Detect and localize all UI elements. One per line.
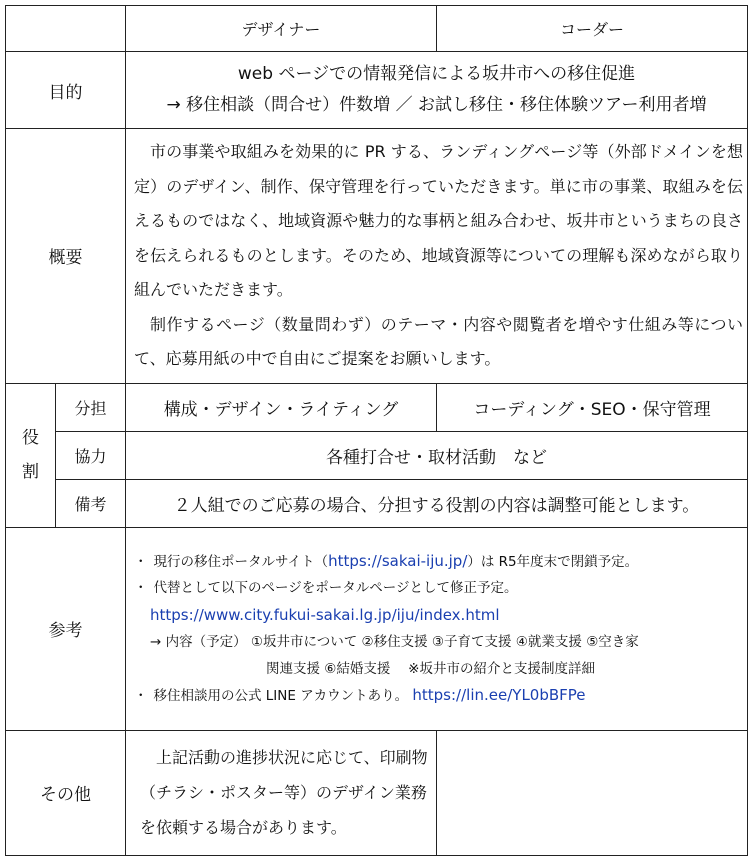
purpose-row bbox=[6, 52, 748, 129]
cooperation-text: 各種打合せ・取材活動 など bbox=[126, 431, 748, 479]
role-label-bottom: 割 bbox=[22, 462, 39, 482]
city-iju-link[interactable]: https://www.city.fukui-sakai.lg.jp/iju/index.html bbox=[150, 605, 500, 624]
other-designer-content bbox=[126, 730, 437, 855]
share-coder: コーディング・SEO・保守管理 bbox=[437, 383, 748, 431]
purpose-content bbox=[126, 52, 748, 129]
header-corner-cell bbox=[6, 6, 126, 52]
other-label: その他 bbox=[6, 730, 126, 855]
purpose-label: 目的 bbox=[6, 52, 126, 129]
reference-line-5: 関連支援 ⑥結婚支援 ※坂井市の紹介と支援制度詳細 bbox=[266, 660, 595, 677]
header-row bbox=[6, 6, 748, 52]
overview-content bbox=[126, 129, 748, 384]
portal-site-link[interactable]: https://sakai-iju.jp/ bbox=[328, 551, 468, 570]
overview-paragraph-1: 市の事業や取組みを効果的に PR する、ランディングページ等（外部ドメインを想定）のデザイン、制作、保守管理を行っていただきます。単に市の事業、取組みを伝えるものではなく、地域資源や魅力的な事柄と組み合わせ、坂井市というまちの良さを伝えられるものとします。そのため、地域資源等についての理解も深めながら取り組んでいただきます。 bbox=[134, 142, 743, 299]
bullet-mark: ・ bbox=[134, 553, 148, 570]
overview-label: 概要 bbox=[6, 129, 126, 384]
overview-paragraph-2: 制作するページ（数量問わず）のテーマ・内容や閲覧者を増やす仕組み等について、応募用紙の中で自由にご提案をお願いします。 bbox=[134, 314, 743, 368]
bullet-mark: ・ bbox=[134, 688, 148, 704]
share-label: 分担 bbox=[56, 383, 126, 431]
remarks-text: ２人組でのご応募の場合、分担する役割の内容は調整可能とします。 bbox=[126, 479, 748, 527]
purpose-line-1: web ページでの情報発信による坂井市への移住促進 bbox=[237, 64, 636, 84]
cooperation-label: 協力 bbox=[56, 431, 126, 479]
other-coder-content bbox=[437, 730, 748, 855]
reference-label: 参考 bbox=[6, 527, 126, 730]
reference-line-3 bbox=[134, 602, 743, 630]
recruitment-table bbox=[5, 5, 748, 856]
role-remarks-row bbox=[6, 479, 748, 527]
reference-line-1-pre: 現行の移住ポータルサイト（ bbox=[153, 553, 329, 570]
reference-row bbox=[6, 527, 748, 730]
purpose-line-2: → 移住相談（問合せ）件数増 ／ お試し移住・移住体験ツアー利用者増 bbox=[166, 95, 707, 115]
coder-header: コーダー bbox=[437, 6, 748, 52]
role-cooperation-row bbox=[6, 431, 748, 479]
reference-content bbox=[126, 527, 748, 730]
other-row bbox=[6, 730, 748, 855]
role-label-top: 役 bbox=[22, 428, 39, 448]
reference-line-2 bbox=[134, 575, 743, 602]
reference-line-4: → 内容（予定） ①坂井市について ②移住支援 ③子育て支援 ④就業支援 ⑤空き家 bbox=[150, 634, 639, 650]
reference-line-1 bbox=[134, 548, 743, 576]
reference-line-1-post: ）は R5年度末で閉鎖予定。 bbox=[467, 553, 639, 570]
bullet-mark: ・ bbox=[134, 580, 148, 596]
share-designer: 構成・デザイン・ライティング bbox=[126, 383, 437, 431]
role-label bbox=[6, 383, 56, 527]
designer-header: デザイナー bbox=[126, 6, 437, 52]
line-account-link[interactable]: https://lin.ee/YL0bBFPe bbox=[412, 686, 586, 704]
other-text: 上記活動の進捗状況に応じて、印刷物（チラシ・ポスター等）のデザイン業務を依頼する場合があります。 bbox=[140, 748, 428, 837]
overview-row bbox=[6, 129, 748, 384]
remarks-label: 備考 bbox=[56, 479, 126, 527]
reference-line-2-text: 代替として以下のページをポータルページとして修正予定。 bbox=[153, 580, 518, 596]
role-share-row bbox=[6, 383, 748, 431]
reference-line-6-pre: 移住相談用の公式 LINE アカウントあり。 bbox=[153, 688, 409, 704]
reference-line-6 bbox=[134, 682, 743, 710]
